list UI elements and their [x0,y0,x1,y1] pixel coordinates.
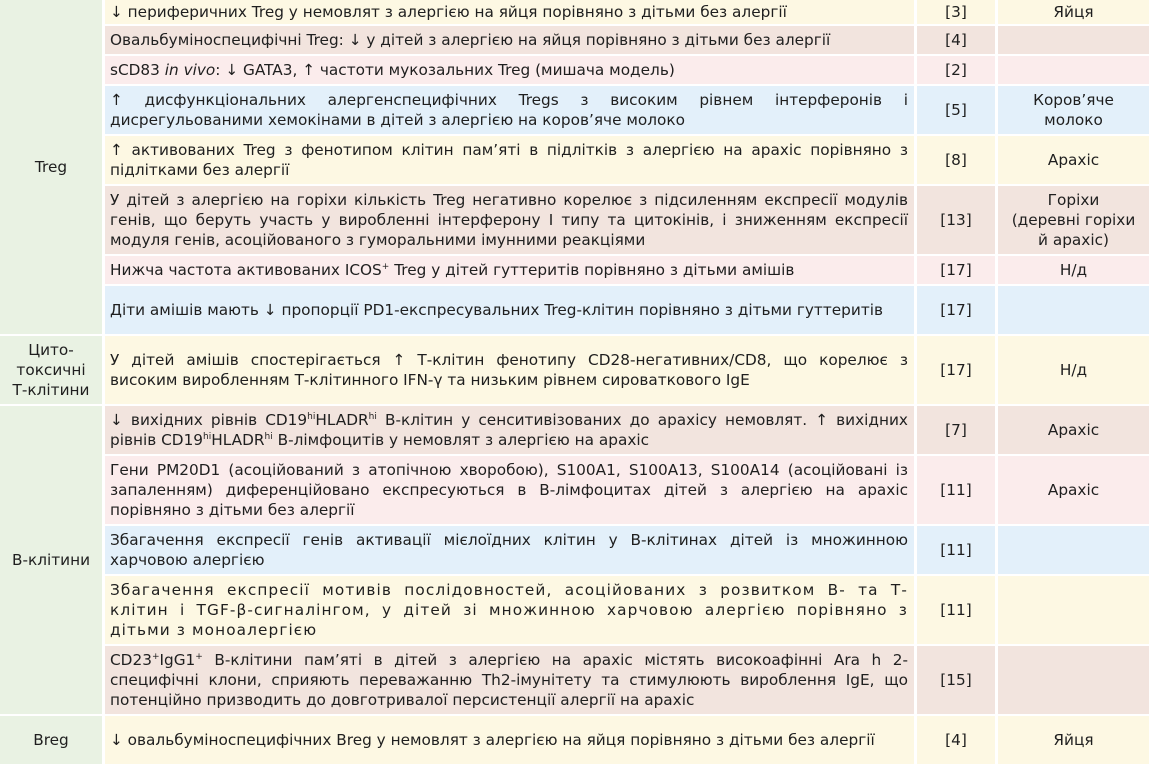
reference-cell: [11] [917,576,998,644]
finding-text: B-клітин у сенситивізованих до арахісу немовлят. ↑ вихідних рівнів CD19 [110,411,908,449]
finding-cell: Діти амішів мають ↓ пропорції PD1-експресувальних Treg-клітин порівняно з дітьми гуттеритів [105,286,917,334]
superscript: + [381,262,390,272]
allergen-cell [998,286,1149,334]
finding-cell: ↑ дисфункціональних алергенспецифічних Tregs з високим рівнем інтерферонів і дисрегульованими хемокінами в дітей з алергією на коров’яче молоко [105,86,917,134]
allergen-cell: Н/д [998,336,1149,404]
table-row [0,286,1149,334]
finding-text: B-лімфоцитів у немовлят з алергією на арахіс [272,431,650,449]
allergen-cell [998,576,1149,644]
superscript: hi [307,412,316,422]
finding-text: B-клітини пам’яті в дітей з алергією на арахіс містять високоафінні Ara h 2-специфічні клони, сприяють переважанню Th2-імунітету та стимулюють вироблення IgE, що потенційно призводить до довготривалої персистенції алергії на арахіс [110,651,908,709]
allergen-cell: Коров’яче молоко [998,86,1149,134]
superscript: hi [368,412,377,422]
reference-cell: [4] [917,26,998,54]
finding-text: HLADR [211,431,265,449]
table-row [0,576,1149,644]
table-row [0,56,1149,84]
group-label-treg: Treg [0,0,105,334]
finding-text: CD23 [110,651,152,669]
reference-cell: [7] [917,406,998,454]
finding-cell: Збагачення експресії мотивів послідовностей, асоційованих з розвитком В- та Т-клітин і TGF-β-сигналінгом, у дітей зі множинною харчовою алергією порівняно з дітьми з моноалергією [105,576,917,644]
allergen-cell [998,56,1149,84]
reference-cell: [4] [917,716,998,764]
reference-cell: [11] [917,456,998,524]
finding-cell: ↓ овальбуміноспецифічних Breg у немовлят з алергією на яйця порівняно з дітьми без алергії [105,716,917,764]
reference-cell: [11] [917,526,998,574]
group-label-cytotoxic: Цито- токсичні Т-клітини [0,336,105,404]
allergen-cell [998,26,1149,54]
finding-text: HLADR [315,411,369,429]
allergen-cell [998,526,1149,574]
finding-text: : ↓ GATA3, ↑ частоти мукозальних Treg (мишача модель) [215,61,675,79]
reference-cell: [3] [917,0,998,24]
allergen-cell: Н/д [998,256,1149,284]
allergen-cell: Яйця [998,716,1149,764]
table-row [0,26,1149,54]
finding-cell [105,256,917,284]
table-row [0,186,1149,254]
reference-cell: [8] [917,136,998,184]
reference-cell: [17] [917,256,998,284]
table-row [0,256,1149,284]
reference-cell: [15] [917,646,998,714]
reference-cell: [5] [917,86,998,134]
table-row [0,136,1149,184]
table-row [0,526,1149,574]
finding-cell [105,56,917,84]
finding-text: Нижча частота активованих ICOS [110,261,382,279]
superscript: + [151,652,160,662]
finding-cell: ↓ периферичних Treg у немовлят з алергією на яйця порівняно з дітьми без алергії [105,0,917,24]
finding-text: ↓ вихідних рівнів CD19 [110,411,308,429]
finding-text: IgG1 [159,651,196,669]
table-row [0,456,1149,524]
finding-cell [105,406,917,454]
table-row [0,336,1149,404]
finding-cell: Овальбуміноспецифічні Treg: ↓ у дітей з алергією на яйця порівняно з дітьми без алергії [105,26,917,54]
table-row [0,0,1149,24]
finding-cell: У дітей амішів спостерігається ↑ Т-клітин фенотипу CD28-негативних/CD8, що корелює з високим виробленням Т-клітинного IFN-γ та низьким рівнем сироваткового IgE [105,336,917,404]
allergen-cell: Горіхи (деревні горіхи й арахіс) [998,186,1149,254]
finding-cell [105,646,917,714]
table-row [0,86,1149,134]
table-row [0,406,1149,454]
reference-cell: [13] [917,186,998,254]
allergen-cell: Арахіс [998,406,1149,454]
superscript: hi [203,432,212,442]
reference-cell: [17] [917,286,998,334]
group-label-bcells: В-клітини [0,406,105,714]
superscript: hi [264,432,273,442]
finding-text: Treg у дітей гуттеритів порівняно з дітьми амішів [389,261,795,279]
allergen-cell: Арахіс [998,456,1149,524]
finding-cell: Гени PM20D1 (асоційований з атопічною хворобою), S100A1, S100A13, S100A14 (асоційовані із запаленням) диференційовано експресуються в В-лімфоцитах дітей з алергією на арахіс порівняно з дітьми без алергії [105,456,917,524]
table-row [0,646,1149,714]
finding-cell: Збагачення експресії генів активації мієлоїдних клітин у В-клітинах дітей із множинною харчовою алергією [105,526,917,574]
finding-cell: ↑ активованих Treg з фенотипом клітин пам’яті в підлітків з алергією на арахіс порівняно з підлітками без алергії [105,136,917,184]
finding-text: sCD83 [110,61,165,79]
superscript: + [195,652,203,662]
reference-cell: [2] [917,56,998,84]
group-label-breg: Breg [0,716,105,764]
finding-italic: in vivo [164,61,216,79]
finding-cell: У дітей з алергією на горіхи кількість Treg негативно корелює з підсиленням експресії модулів генів, що беруть участь у виробленні інтерферону I типу та цитокінів, і зниженням експресії модуля генів, асоційованого з гуморальними імунними реакціями [105,186,917,254]
allergen-cell [998,646,1149,714]
table-row [0,716,1149,764]
allergen-cell: Яйця [998,0,1149,24]
reference-cell: [17] [917,336,998,404]
allergen-cell: Арахіс [998,136,1149,184]
